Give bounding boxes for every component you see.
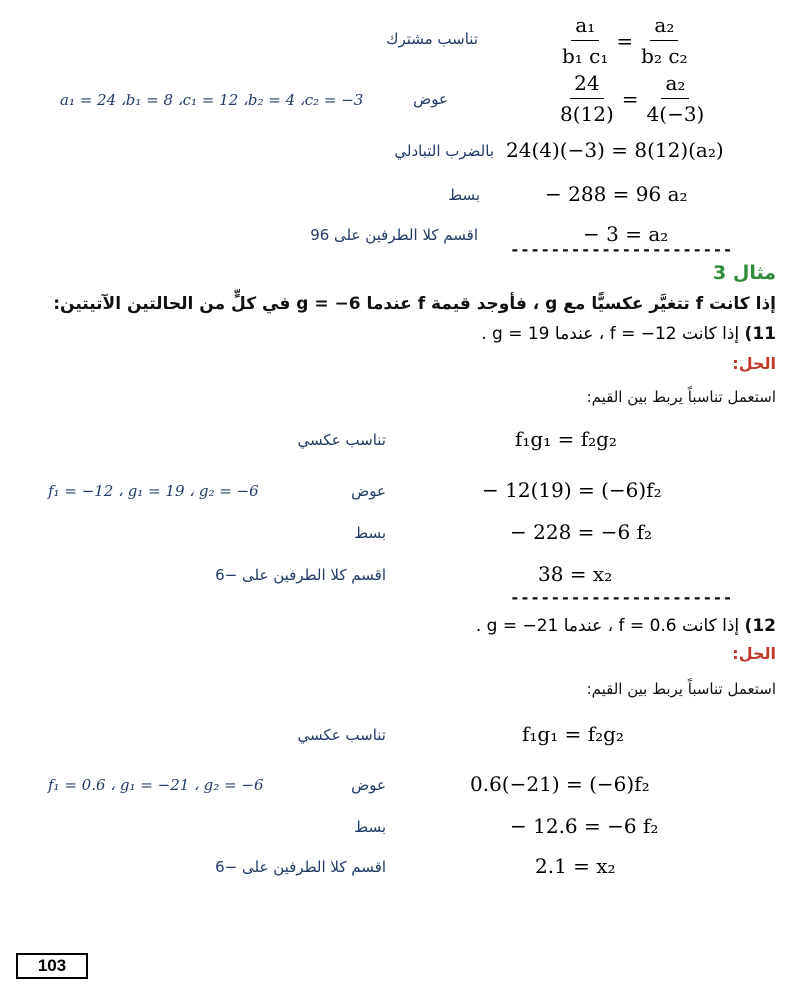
equation-substituted: − 12(19) = (−6)f₂: [482, 478, 662, 502]
equation-substituted: 0.6(−21) = (−6)f₂: [470, 772, 650, 796]
step-note-divide: اقسم كلا الطرفين على 96: [310, 226, 478, 244]
page-number: 103: [16, 953, 88, 979]
equation-joint-variation: $\frac{\text{a₁}}{\text{b₁ c₁}}$ = $\frac{\text{a₂}}{\text{b₂ c₂}}$: [558, 12, 692, 69]
step-note-divide: اقسم كلا الطرفين على −6: [215, 566, 386, 584]
fraction-numerator: a₁: [571, 12, 599, 41]
fraction-denominator: 4(−3): [646, 102, 705, 126]
equation-substituted: $\frac{24}{8(12)}$ = $\frac{\text{a₂}}{4(-3)}$: [556, 70, 708, 127]
fraction-right: [643, 70, 709, 127]
fraction-denominator: b₂ c₂: [641, 44, 688, 68]
part-12-number: 12): [744, 616, 776, 636]
equation-simplify: − 228 = −6 f₂: [510, 520, 653, 544]
step-note-simplify: بسط: [354, 818, 386, 836]
equation-simplify: − 288 = 96 a₂: [545, 182, 688, 206]
step-note-substitute: عوض: [413, 90, 448, 108]
equation-result: − 3 = a₂: [583, 222, 669, 246]
fraction-numerator: a₂: [650, 12, 678, 41]
step-note-joint-variation: تناسب مشترك: [386, 30, 478, 48]
fraction-left: [556, 70, 618, 127]
part-12-prompt: [476, 616, 776, 636]
part-11-number: 11): [744, 324, 776, 344]
solution-intro: استعمل تناسباً يربط بين القيم:: [586, 388, 776, 406]
fraction-numerator: 24: [570, 70, 603, 99]
fraction-denominator: 8(12): [560, 102, 614, 126]
fraction-numerator: a₂: [661, 70, 689, 99]
substitution-values: a₁ = 24 ،b₁ = 8 ،c₁ = 12 ،b₂ = 4 ،c₂ = −3: [60, 91, 364, 109]
equation-simplify: − 12.6 = −6 f₂: [510, 814, 659, 838]
separator: ----------------------: [510, 588, 733, 607]
fraction-right: [637, 12, 691, 69]
separator: ----------------------: [510, 240, 733, 259]
step-note-substitute: عوض: [351, 482, 386, 500]
example-statement: إذا كانت f تتغيَّر عكسيًّا مع g ، فأوجد قيمة f عندما g = −6 في كلٍّ من الحالتين الآتيتين:: [53, 294, 776, 314]
part-11-prompt: [481, 324, 776, 344]
equation-result: 38 = x₂: [538, 562, 613, 586]
equation-result: 2.1 = x₂: [535, 854, 616, 878]
solution-label: الحل:: [732, 644, 776, 663]
equation-cross-multiply: 24(4)(−3) = 8(12)(a₂): [506, 138, 724, 162]
solution-intro: استعمل تناسباً يربط بين القيم:: [586, 680, 776, 698]
substitution-values: f₁ = −12 ، g₁ = 19 ، g₂ = −6: [48, 482, 259, 500]
step-note-cross-multiply: بالضرب التبادلي: [394, 142, 494, 160]
step-note-simplify: بسط: [354, 524, 386, 542]
substitution-values: f₁ = 0.6 ، g₁ = −21 ، g₂ = −6: [48, 776, 264, 794]
fraction-left: [558, 12, 612, 69]
example-title: مثال 3: [713, 262, 776, 284]
step-note-inverse-variation: تناسب عكسي: [297, 431, 386, 449]
part-12-text: إذا كانت f = 0.6 ، عندما g = −21 .: [475, 616, 740, 636]
part-11-text: إذا كانت f = −12 ، عندما g = 19 .: [481, 324, 740, 344]
step-note-inverse-variation: تناسب عكسي: [297, 726, 386, 744]
equation-inverse-variation: f₁g₁ = f₂g₂: [522, 722, 624, 746]
step-note-simplify: بسط: [448, 186, 480, 204]
solution-label: الحل:: [732, 354, 776, 373]
step-note-divide: اقسم كلا الطرفين على −6: [215, 858, 386, 876]
equation-inverse-variation: f₁g₁ = f₂g₂: [515, 427, 617, 451]
fraction-denominator: b₁ c₁: [562, 44, 609, 68]
step-note-substitute: عوض: [351, 776, 386, 794]
